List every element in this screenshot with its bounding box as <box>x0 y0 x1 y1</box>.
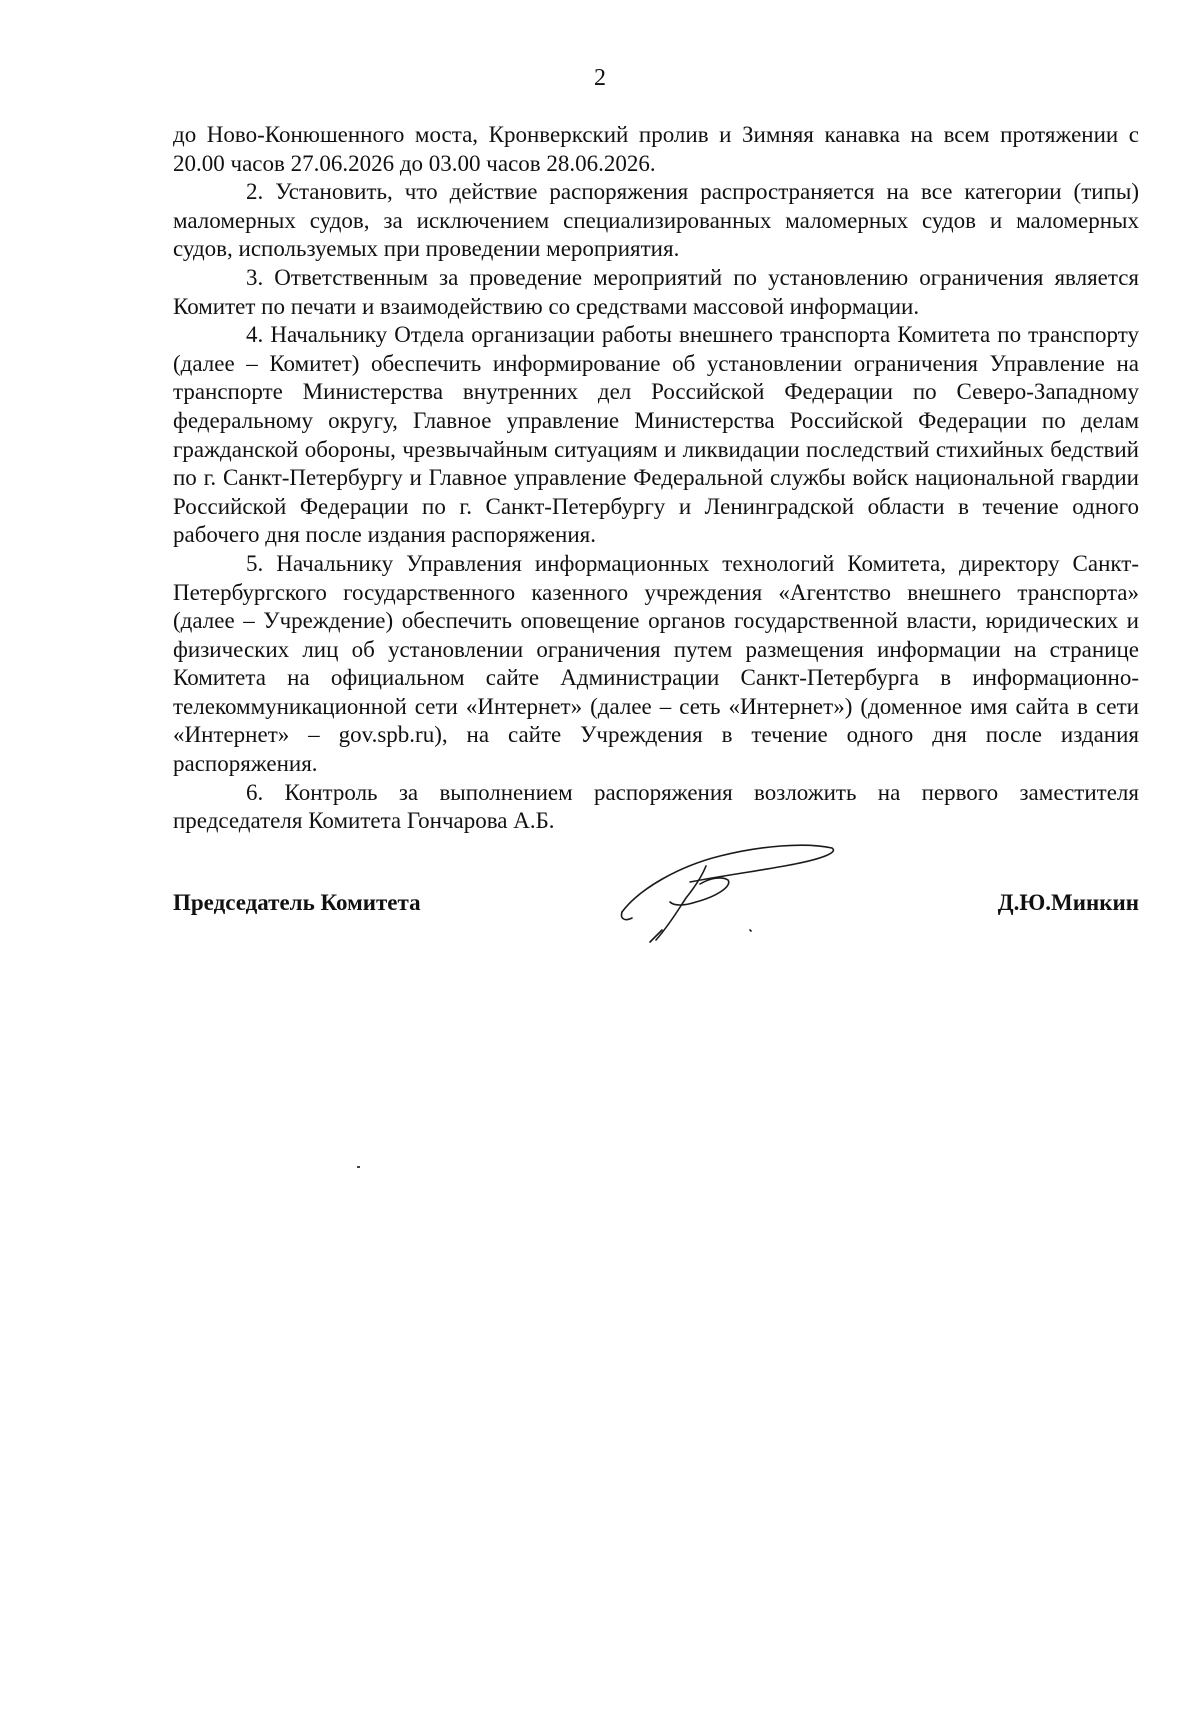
handwritten-signature <box>610 838 840 948</box>
document-body <box>173 121 1139 836</box>
stray-mark <box>357 1166 360 1168</box>
signer-name: Д.Ю.Минкин <box>997 890 1139 915</box>
page-number: 2 <box>594 65 606 91</box>
signer-title: Председатель Комитета <box>173 890 421 915</box>
paragraph-5: 5. Начальнику Управления информационных технологий Комитета, директору Санкт-Петербургского государственного казенного учреждения «Агентство внешнего транспорта» (далее – Учреждение) обеспечить оповещение органов государственной власти, юридических и физических лиц об установлении ограничения путем размещения информации на странице Комитета на официальном сайте Администрации Санкт-Петербурга в информационно-телекоммуникационной сети «Интернет» (далее – сеть «Интернет») (доменное имя сайта в сети «Интернет» – gov.spb.ru), на сайте Учреждения в течение одного дня после издания распоряжения. <box>173 550 1139 777</box>
paragraph-continuation: до Ново-Конюшенного моста, Кронверкский пролив и Зимняя канавка на всем протяжении с 20.00 часов 27.06.2026 до 03.00 часов 28.06.2026. <box>173 122 1139 176</box>
paragraph-3: 3. Ответственным за проведение мероприятий по установлению ограничения является Комитет по печати и взаимодействию со средствами массовой информации. <box>173 264 1139 319</box>
paragraph-6: 6. Контроль за выполнением распоряжения возложить на первого заместителя председателя Комитета Гончарова А.Б. <box>173 779 1139 834</box>
paragraph-4: 4. Начальнику Отдела организации работы внешнего транспорта Комитета по транспорту (далее – Комитет) обеспечить информирование об установлении ограничения Управление на транспорте Министерства внутренних дел Российской Федерации по Северо-Западному федеральному округу, Главное управление Министерства Российской Федерации по делам гражданской обороны, чрезвычайным ситуациям и ликвидации последствий стихийных бедствий по г. Санкт-Петербургу и Главное управление Федеральной службы войск национальной гвардии Российской Федерации по г. Санкт-Петербургу и Ленинградской области в течение одного рабочего дня после издания распоряжения. <box>173 322 1139 548</box>
paragraph-2: 2. Установить, что действие распоряжения распространяется на все категории (типы) маломерных судов, за исключением специализированных маломерных судов и маломерных судов, используемых при проведении мероприятия. <box>173 179 1139 262</box>
